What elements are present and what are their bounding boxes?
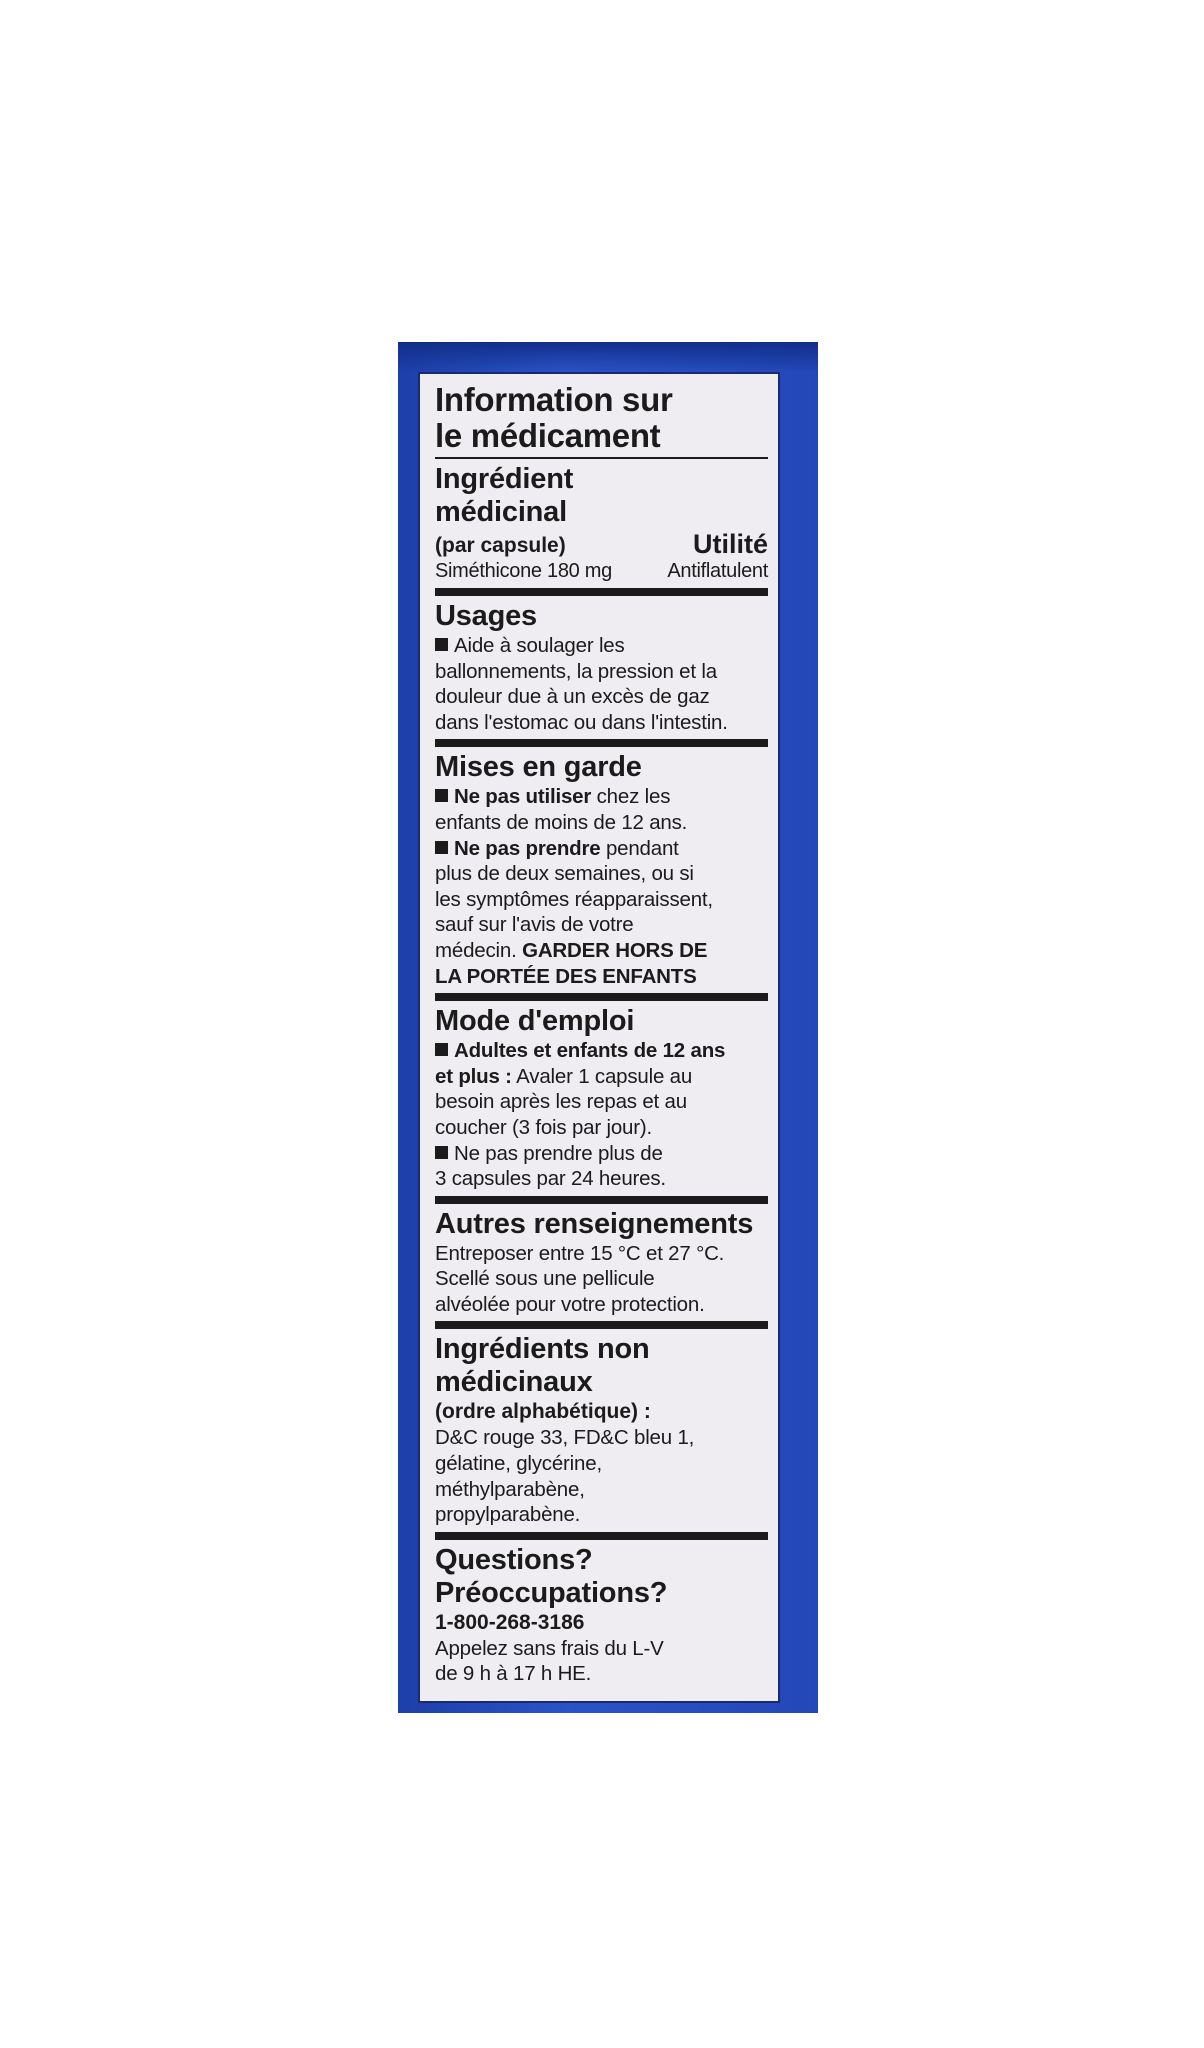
ingredient-use: Antiflatulent: [667, 560, 768, 582]
directions-text: coucher (3 fois par jour).: [435, 1115, 652, 1139]
usages-section: [435, 600, 768, 735]
use-heading: Utilité: [692, 529, 768, 559]
warning-text: sauf sur l'avis de votre: [435, 913, 634, 937]
usages-line: dans l'estomac ou dans l'intestin.: [435, 710, 728, 734]
warning-text: chez les: [591, 785, 671, 809]
warning-bold: Ne pas prendre: [454, 836, 601, 860]
bullet-icon: [435, 638, 448, 651]
warning-text: plus de deux semaines, ou si: [435, 862, 694, 886]
warnings-section: [435, 751, 768, 989]
warning-text: les symptômes réapparaissent,: [435, 887, 713, 911]
directions-text: 3 capsules par 24 heures.: [435, 1167, 666, 1191]
warning-bold: Ne pas utiliser: [454, 785, 592, 809]
directions-text: besoin après les repas et au: [435, 1090, 687, 1114]
other-info-title: Autres renseignements: [435, 1207, 754, 1240]
bullet-icon: [435, 789, 448, 802]
directions-bold: Adultes et enfants de 12 ans: [454, 1039, 726, 1063]
questions-title-2: Préoccupations?: [435, 1576, 668, 1609]
other-info-line: Scellé sous une pellicule: [435, 1267, 655, 1291]
directions-text: Avaler 1 capsule au: [511, 1064, 693, 1088]
directions-bold: et plus :: [435, 1064, 512, 1088]
usages-line: Aide à soulager les: [454, 634, 625, 657]
ingredient-heading-2: médicinal: [435, 496, 567, 528]
panel-title-line1: Information sur: [435, 381, 673, 418]
ingredient-heading-1: Ingrédient: [435, 463, 574, 495]
inactive-title-1: Ingrédients non: [435, 1333, 650, 1366]
inactive-line: gélatine, glycérine,: [435, 1452, 602, 1476]
inactive-subtitle: (ordre alphabétique) :: [435, 1400, 651, 1424]
other-info-line: Entreposer entre 15 °C et 27 °C.: [435, 1241, 725, 1265]
questions-line: de 9 h à 17 h HE.: [435, 1662, 592, 1686]
warning-text: enfants de moins de 12 ans.: [435, 810, 688, 834]
other-info-section: [435, 1208, 768, 1318]
directions-text: Ne pas prendre plus de: [454, 1141, 663, 1165]
inactive-ingredients-section: [435, 1333, 768, 1527]
warning-bold: GARDER HORS DE: [522, 938, 708, 962]
usages-line: ballonnements, la pression et la: [435, 659, 717, 683]
inactive-line: méthylparabène,: [435, 1477, 585, 1501]
warning-text: médecin.: [435, 938, 523, 962]
ingredient-name: Siméthicone 180 mg: [435, 560, 612, 582]
divider-thick: [435, 739, 768, 747]
active-ingredient-section: [435, 463, 768, 584]
divider-thick: [435, 993, 768, 1001]
bullet-icon: [435, 1146, 448, 1159]
drug-facts-panel: [418, 372, 780, 1703]
bullet-icon: [435, 841, 448, 854]
usages-line: douleur due à un excès de gaz: [435, 685, 710, 709]
divider-thick: [435, 588, 768, 596]
directions-section: [435, 1005, 768, 1192]
divider-thick: [435, 1321, 768, 1329]
warnings-title: Mises en garde: [435, 751, 642, 784]
divider: [435, 457, 768, 459]
questions-section: [435, 1544, 768, 1687]
questions-line: Appelez sans frais du L-V: [435, 1636, 664, 1660]
divider-thick: [435, 1196, 768, 1204]
warning-text: pendant: [600, 836, 679, 860]
directions-title: Mode d'emploi: [435, 1005, 635, 1038]
usages-title: Usages: [435, 600, 537, 632]
warning-bold: LA PORTÉE DES ENFANTS: [435, 964, 697, 988]
phone-number: 1-800-268-3186: [435, 1610, 585, 1634]
per-capsule-label: (par capsule): [435, 534, 566, 557]
other-info-line: alvéolée pour votre protection.: [435, 1292, 705, 1316]
panel-title-line2: le médicament: [435, 417, 661, 454]
inactive-line: propylparabène.: [435, 1503, 581, 1527]
bullet-icon: [435, 1043, 448, 1056]
questions-title-1: Questions?: [435, 1543, 593, 1576]
inactive-line: D&C rouge 33, FD&C bleu 1,: [435, 1426, 695, 1450]
inactive-title-2: médicinaux: [435, 1366, 593, 1399]
divider-thick: [435, 1532, 768, 1540]
